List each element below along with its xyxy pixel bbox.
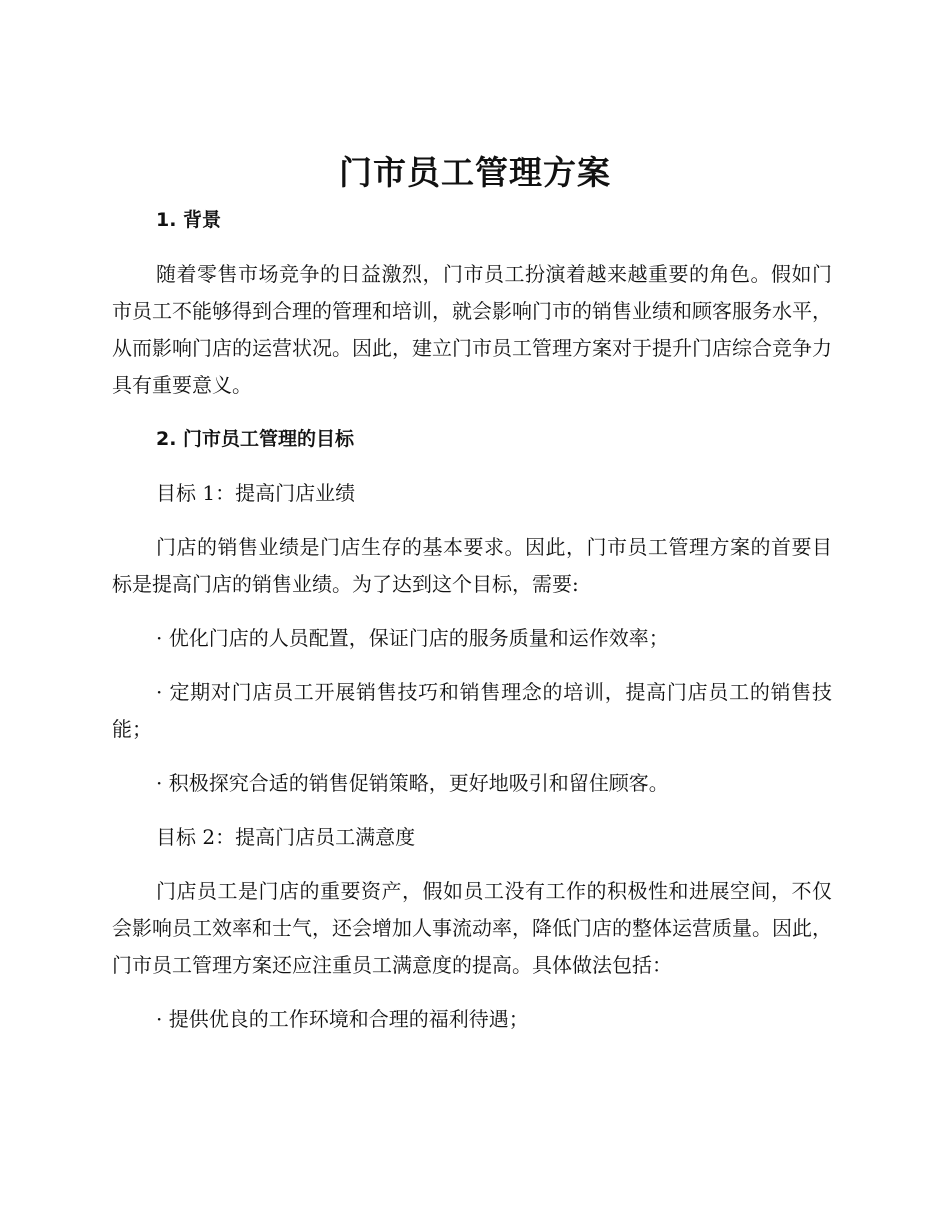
goal1-list-item-1: · 优化门店的人员配置，保证门店的服务质量和运作效率； [156, 626, 669, 650]
goal2-label: 目标 2：提高门店员工满意度 [156, 825, 416, 849]
section-heading-background: 1. 背景 [156, 209, 222, 231]
paragraph-background: 随着零售市场竞争的日益激烈，门市员工扮演着越来越重要的角色。假如门市员工不能够得到合理的管理和培训，就会影响门市的销售业绩和顾客服务水平，从而影响门店的运营状况。因此，建立门市员工管理方案对于提升门店综合竞争力具有重要意义。 [112, 262, 832, 397]
goal1-list-item-3: · 积极探究合适的销售促销策略，更好地吸引和留住顾客。 [156, 771, 669, 795]
document-body [112, 202, 832, 1055]
goal1-label: 目标 1：提高门店业绩 [156, 481, 356, 505]
section-heading-goals: 2. 门市员工管理的目标 [156, 428, 355, 450]
goal1-list-item-2: · 定期对门店员工开展销售技巧和销售理念的培训，提高门店员工的销售技能； [112, 680, 832, 741]
paragraph-goal2: 门店员工是门店的重要资产，假如员工没有工作的积极性和进展空间，不仅会影响员工效率和士气，还会增加人事流动率，降低门店的整体运营质量。因此，门市员工管理方案还应注重员工满意度的提高。具体做法包括： [112, 879, 832, 977]
paragraph-goal1: 门店的销售业绩是门店生存的基本要求。因此，门市员工管理方案的首要目标是提高门店的销售业绩。为了达到这个目标，需要: [112, 535, 832, 596]
document-title: 门市员工管理方案 [339, 153, 611, 192]
goal2-list-item-1: · 提供优良的工作环境和合理的福利待遇； [156, 1007, 529, 1031]
